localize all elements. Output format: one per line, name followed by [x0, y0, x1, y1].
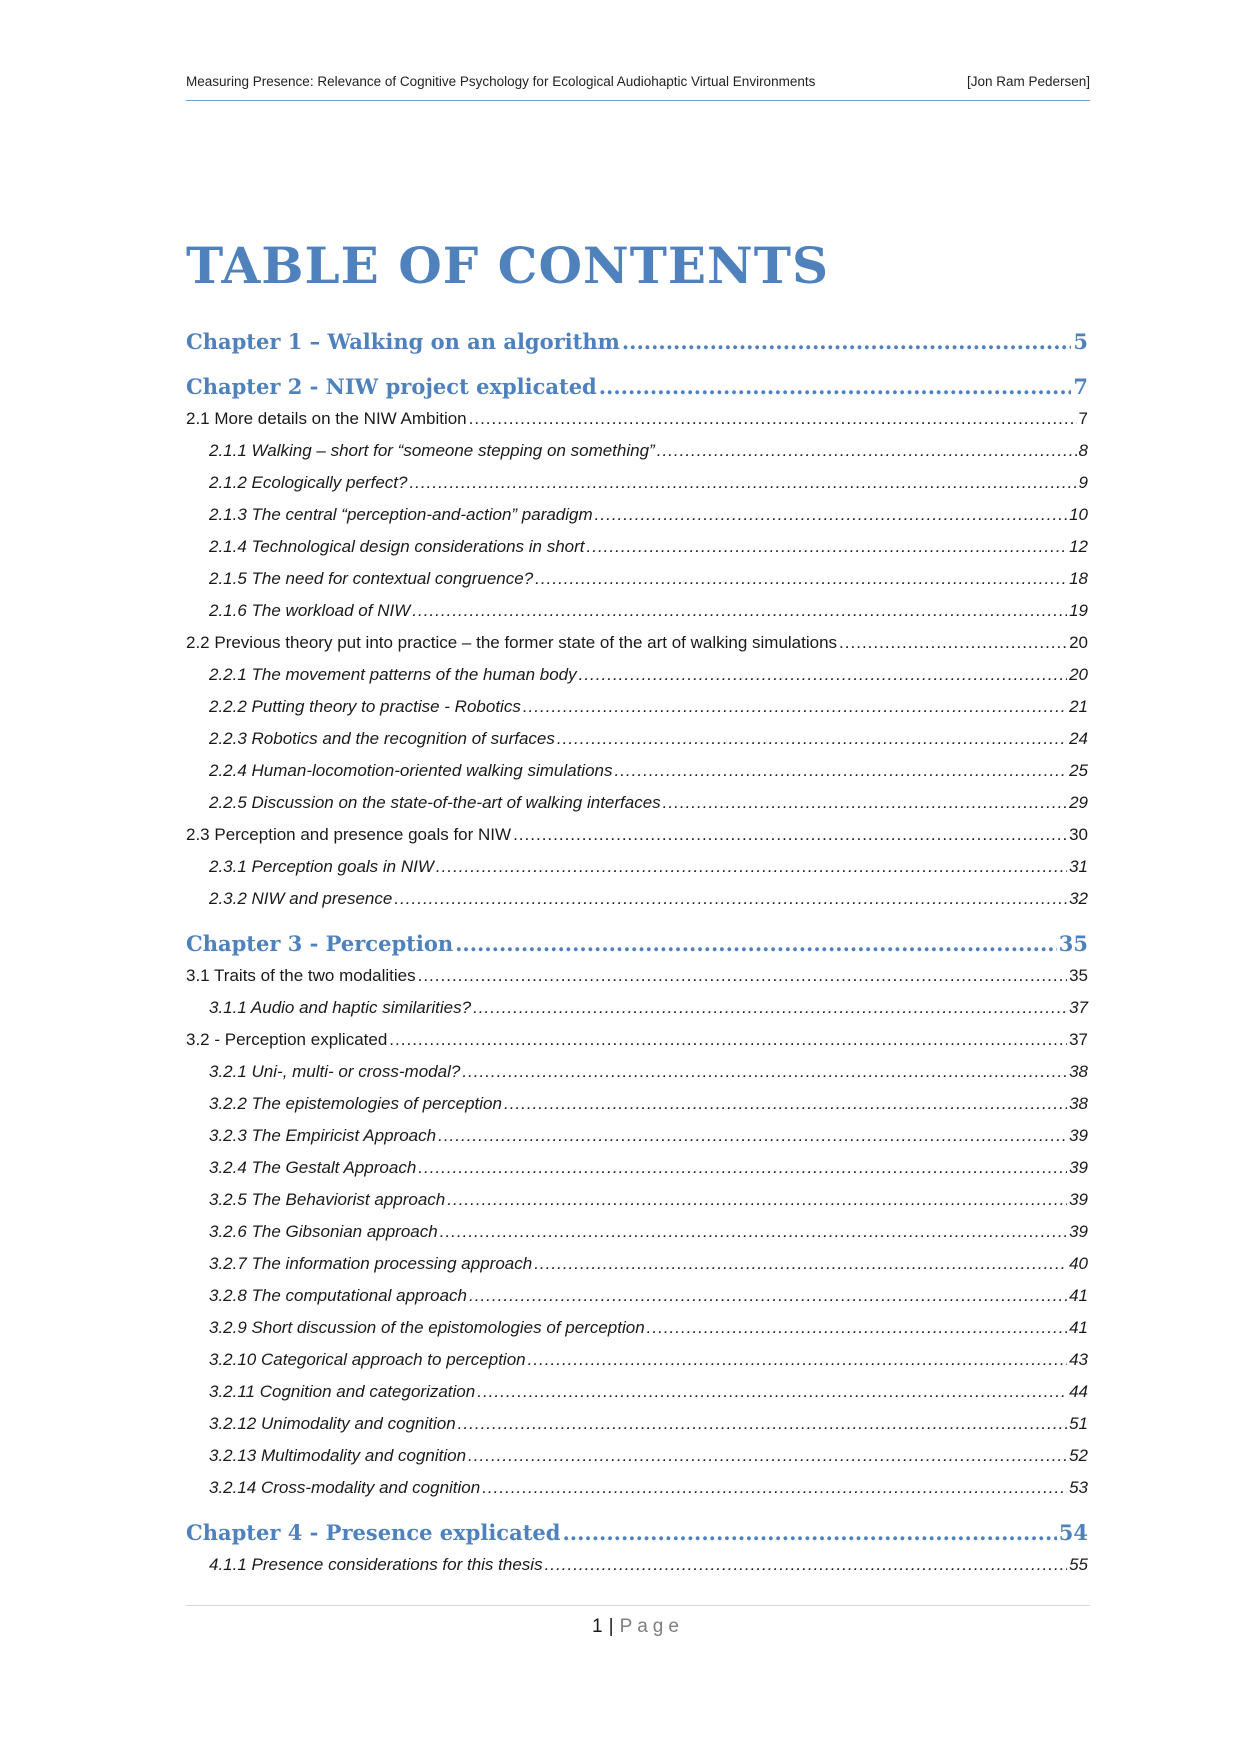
toc-entry-sub[interactable] — [186, 691, 1088, 723]
toc-entry-page-number: 39 — [1069, 1222, 1088, 1241]
toc-entry-sub[interactable] — [186, 1056, 1088, 1088]
toc-entry-page-number: 39 — [1069, 1158, 1088, 1177]
toc-dot-leader — [557, 723, 1067, 755]
toc-entry-page-number: 41 — [1069, 1286, 1088, 1305]
toc-heading: TABLE OF CONTENTS — [186, 236, 830, 295]
toc-entry-page-number: 52 — [1069, 1446, 1088, 1465]
toc-entry-page-number: 21 — [1069, 697, 1088, 716]
toc-entry-title: Chapter 2 - NIW project explicated — [186, 374, 597, 399]
toc-entry-title: 3.2.11 Cognition and categorization — [209, 1382, 476, 1401]
toc-entry-section[interactable] — [186, 1024, 1088, 1056]
toc-entry-title: 2.2 Previous theory put into practice – the former state of the art of walking simulations — [186, 633, 838, 652]
toc-entry-title: 2.3.2 NIW and presence — [209, 889, 393, 908]
toc-dot-leader — [647, 1312, 1067, 1344]
toc-entry-sub[interactable] — [186, 723, 1088, 755]
toc-dot-leader — [477, 1376, 1067, 1408]
toc-entry-page-number: 32 — [1069, 889, 1088, 908]
toc-entry-chapter[interactable] — [186, 371, 1088, 403]
toc-entry-sub[interactable] — [186, 1120, 1088, 1152]
toc-entry-title: 3.2.9 Short discussion of the epistomologies of perception — [209, 1318, 645, 1337]
toc-entry-page-number: 53 — [1069, 1478, 1088, 1497]
toc-entry-sub[interactable] — [186, 595, 1088, 627]
toc-entry-sub[interactable] — [186, 1184, 1088, 1216]
toc-dot-leader — [389, 1024, 1067, 1056]
toc-entry-page-number: 8 — [1078, 441, 1088, 460]
toc-dot-leader — [458, 1408, 1067, 1440]
toc-entry-title: 3.2.12 Unimodality and cognition — [209, 1414, 456, 1433]
toc-dot-leader — [614, 755, 1067, 787]
toc-entry-sub[interactable] — [186, 563, 1088, 595]
toc-entry-page-number: 19 — [1069, 601, 1088, 620]
page-footer — [186, 1605, 1090, 1638]
toc-entry-title: 2.1.2 Ecologically perfect? — [209, 473, 408, 492]
toc-entry-title: 3.1 Traits of the two modalities — [186, 966, 416, 985]
toc-entry-sub[interactable] — [186, 755, 1088, 787]
toc-entry-page-number: 7 — [1073, 374, 1088, 399]
table-of-contents — [186, 326, 1088, 1581]
toc-entry-title: Chapter 4 - Presence explicated — [186, 1520, 561, 1545]
toc-entry-page-number: 29 — [1069, 793, 1088, 812]
toc-entry-page-number: 31 — [1069, 857, 1088, 876]
page-number: 1 — [592, 1616, 603, 1637]
toc-entry-page-number: 10 — [1069, 505, 1088, 524]
toc-entry-title: Chapter 3 - Perception — [186, 931, 454, 956]
toc-entry-title: 2.1.4 Technological design considerations in short — [209, 537, 585, 556]
toc-dot-leader — [455, 928, 1057, 960]
toc-entry-page-number: 37 — [1069, 1030, 1088, 1049]
toc-entry-title: 3.2.13 Multimodality and cognition — [209, 1446, 467, 1465]
toc-entry-title: 3.2.1 Uni-, multi- or cross-modal? — [209, 1062, 461, 1081]
toc-dot-leader — [482, 1472, 1067, 1504]
toc-entry-page-number: 43 — [1069, 1350, 1088, 1369]
toc-dot-leader — [579, 659, 1067, 691]
page-label: Page — [619, 1616, 684, 1637]
toc-entry-sub[interactable] — [186, 787, 1088, 819]
toc-dot-leader — [595, 499, 1067, 531]
toc-dot-leader — [839, 627, 1067, 659]
toc-entry-title: 3.2.4 The Gestalt Approach — [209, 1158, 417, 1177]
toc-dot-leader — [534, 1248, 1067, 1280]
toc-dot-leader — [523, 691, 1067, 723]
toc-dot-leader — [513, 819, 1067, 851]
toc-dot-leader — [468, 1440, 1067, 1472]
toc-entry-page-number: 20 — [1069, 665, 1088, 684]
toc-entry-title: 3.2.7 The information processing approach — [209, 1254, 533, 1273]
toc-dot-leader — [622, 326, 1072, 358]
toc-entry-title: 2.1.1 Walking – short for “someone stepping on something” — [209, 441, 655, 460]
toc-dot-leader — [562, 1517, 1056, 1549]
toc-entry-page-number: 40 — [1069, 1254, 1088, 1273]
toc-entry-title: 3.2.6 The Gibsonian approach — [209, 1222, 438, 1241]
toc-entry-sub[interactable] — [186, 1216, 1088, 1248]
header-document-title: Measuring Presence: Relevance of Cognitive Psychology for Ecological Audiohaptic Virtual Environments — [186, 74, 816, 89]
toc-entry-title: Chapter 1 – Walking on an algorithm — [186, 329, 620, 354]
toc-entry-title: 2.2.3 Robotics and the recognition of surfaces — [209, 729, 555, 748]
toc-entry-chapter[interactable] — [186, 1517, 1088, 1549]
toc-entry-title: 3.2.5 The Behaviorist approach — [209, 1190, 446, 1209]
toc-entry-sub[interactable] — [186, 435, 1088, 467]
toc-dot-leader — [545, 1549, 1068, 1581]
toc-entry-title: 2.3 Perception and presence goals for NIW — [186, 825, 512, 844]
toc-entry-page-number: 55 — [1069, 1555, 1088, 1574]
toc-entry-title: 3.2.10 Categorical approach to perception — [209, 1350, 526, 1369]
toc-entry-sub[interactable] — [186, 1312, 1088, 1344]
toc-dot-leader — [462, 1056, 1067, 1088]
toc-entry-sub[interactable] — [186, 467, 1088, 499]
toc-dot-leader — [528, 1344, 1067, 1376]
toc-entry-page-number: 5 — [1073, 329, 1088, 354]
toc-entry-page-number: 25 — [1069, 761, 1088, 780]
toc-dot-leader — [469, 403, 1077, 435]
toc-entry-title: 2.2.1 The movement patterns of the human body — [209, 665, 577, 684]
toc-entry-sub[interactable] — [186, 1088, 1088, 1120]
toc-entry-sub[interactable] — [186, 659, 1088, 691]
toc-entry-page-number: 7 — [1078, 409, 1088, 428]
toc-entry-page-number: 44 — [1069, 1382, 1088, 1401]
toc-entry-title: 2.3.1 Perception goals in NIW — [209, 857, 434, 876]
toc-entry-sub[interactable] — [186, 1344, 1088, 1376]
toc-dot-leader — [418, 960, 1067, 992]
toc-dot-leader — [504, 1088, 1067, 1120]
toc-entry-section[interactable] — [186, 403, 1088, 435]
toc-dot-leader — [418, 1152, 1067, 1184]
toc-entry-sub[interactable] — [186, 1280, 1088, 1312]
toc-entry-page-number: 37 — [1069, 998, 1088, 1017]
toc-entry-sub[interactable] — [186, 531, 1088, 563]
toc-entry-title: 2.1.3 The central “perception-and-action” paradigm — [209, 505, 593, 524]
toc-entry-title: 4.1.1 Presence considerations for this thesis — [209, 1555, 543, 1574]
toc-dot-leader — [469, 1280, 1067, 1312]
toc-entry-page-number: 39 — [1069, 1190, 1088, 1209]
toc-entry-page-number: 41 — [1069, 1318, 1088, 1337]
toc-entry-title: 2.1.5 The need for contextual congruence? — [209, 569, 534, 588]
toc-entry-title: 2.1.6 The workload of NIW — [209, 601, 411, 620]
toc-entry-title: 3.2.3 The Empiricist Approach — [209, 1126, 437, 1145]
toc-entry-section[interactable] — [186, 819, 1088, 851]
toc-dot-leader — [657, 435, 1077, 467]
toc-entry-sub[interactable] — [186, 1152, 1088, 1184]
toc-entry-title: 2.2.5 Discussion on the state-of-the-art of walking interfaces — [209, 793, 661, 812]
footer-separator: | — [608, 1616, 614, 1637]
toc-entry-page-number: 9 — [1078, 473, 1088, 492]
toc-entry-page-number: 35 — [1069, 966, 1088, 985]
toc-entry-title: 2.1 More details on the NIW Ambition — [186, 409, 467, 428]
toc-entry-sub[interactable] — [186, 1440, 1088, 1472]
toc-dot-leader — [438, 1120, 1067, 1152]
toc-entry-sub[interactable] — [186, 883, 1088, 915]
toc-dot-leader — [447, 1184, 1067, 1216]
toc-entry-title: 3.2 - Perception explicated — [186, 1030, 388, 1049]
toc-entry-sub[interactable] — [186, 851, 1088, 883]
toc-entry-page-number: 38 — [1069, 1062, 1088, 1081]
toc-entry-chapter[interactable] — [186, 326, 1088, 358]
toc-entry-section[interactable] — [186, 960, 1088, 992]
toc-entry-page-number: 54 — [1058, 1520, 1088, 1545]
toc-entry-sub[interactable] — [186, 1472, 1088, 1504]
toc-entry-page-number: 18 — [1069, 569, 1088, 588]
toc-dot-leader — [440, 1216, 1067, 1248]
toc-dot-leader — [663, 787, 1067, 819]
toc-dot-leader — [436, 851, 1067, 883]
toc-entry-sub[interactable] — [186, 499, 1088, 531]
toc-entry-page-number: 38 — [1069, 1094, 1088, 1113]
toc-entry-title: 2.2.2 Putting theory to practise - Robotics — [209, 697, 521, 716]
toc-dot-leader — [599, 371, 1072, 403]
toc-dot-leader — [412, 595, 1067, 627]
toc-entry-sub[interactable] — [186, 1549, 1088, 1581]
toc-entry-title: 3.1.1 Audio and haptic similarities? — [209, 998, 472, 1017]
toc-entry-section[interactable] — [186, 627, 1088, 659]
toc-entry-page-number: 51 — [1069, 1414, 1088, 1433]
toc-entry-page-number: 35 — [1058, 931, 1088, 956]
toc-entry-title: 3.2.8 The computational approach — [209, 1286, 468, 1305]
toc-entry-sub[interactable] — [186, 1408, 1088, 1440]
toc-entry-page-number: 12 — [1069, 537, 1088, 556]
page-header — [186, 72, 1090, 101]
toc-entry-page-number: 20 — [1069, 633, 1088, 652]
toc-entry-chapter[interactable] — [186, 928, 1088, 960]
toc-dot-leader — [394, 883, 1067, 915]
toc-entry-page-number: 24 — [1069, 729, 1088, 748]
toc-dot-leader — [409, 467, 1076, 499]
toc-entry-sub[interactable] — [186, 1376, 1088, 1408]
toc-entry-title: 3.2.2 The epistemologies of perception — [209, 1094, 502, 1113]
toc-entry-title: 2.2.4 Human-locomotion-oriented walking simulations — [209, 761, 613, 780]
header-author: [Jon Ram Pedersen] — [966, 74, 1090, 89]
toc-entry-sub[interactable] — [186, 1248, 1088, 1280]
toc-entry-page-number: 30 — [1069, 825, 1088, 844]
toc-entry-title: 3.2.14 Cross-modality and cognition — [209, 1478, 481, 1497]
toc-dot-leader — [587, 531, 1068, 563]
toc-entry-page-number: 39 — [1069, 1126, 1088, 1145]
toc-dot-leader — [473, 992, 1067, 1024]
toc-entry-sub[interactable] — [186, 992, 1088, 1024]
toc-dot-leader — [535, 563, 1067, 595]
